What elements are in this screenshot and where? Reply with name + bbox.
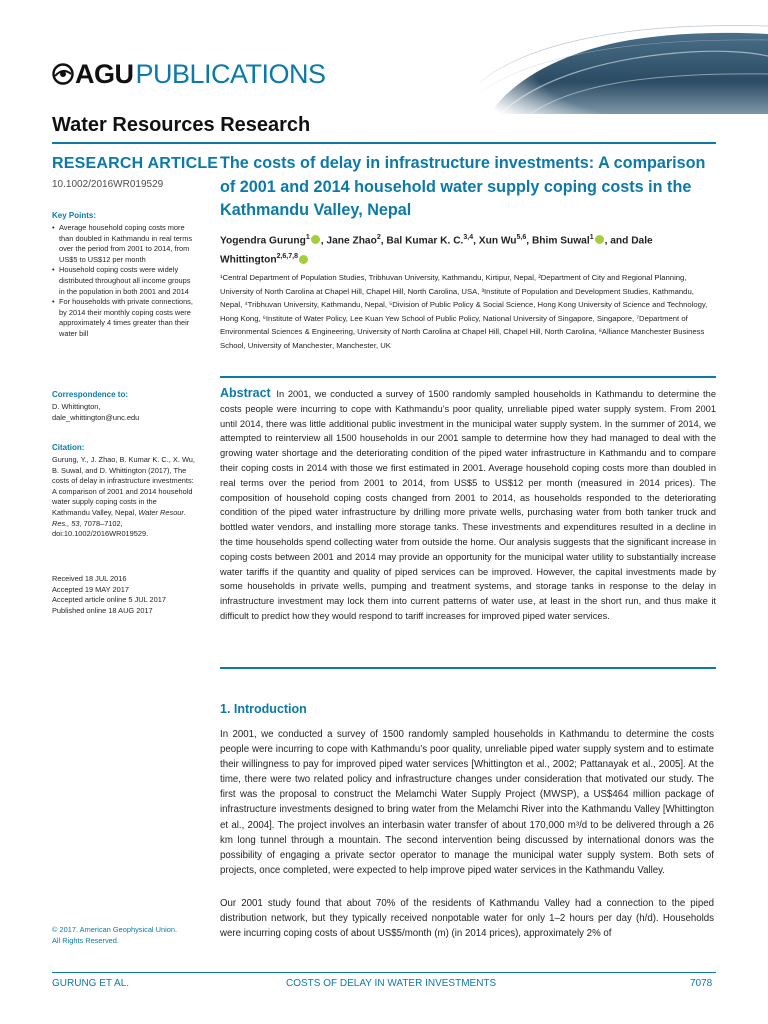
correspondence-label: Correspondence to: (52, 390, 129, 399)
orcid-icon[interactable] (595, 235, 604, 244)
author-affiliation-sup: 1 (305, 234, 310, 241)
correspondence-name: D. Whittington, (52, 402, 101, 411)
key-points-list (52, 223, 195, 340)
author-affiliation-sup: 3,4 (463, 234, 474, 241)
key-point-item: • Average household coping costs more than doubled in Kathmandu in real terms over the period from 2001 to 2014, from US$5 to US$12 per month (52, 223, 195, 265)
author-name: Xun Wu (478, 235, 517, 247)
date-published-online: Published online 18 AUG 2017 (52, 605, 153, 615)
citation-text: Gurung, Y., J. Zhao, B. Kumar K. C., X. Wu, B. Suwal, and D. Whittington (2017), The costs of delay in infrastructure investments: A comparison of 2001 and 2014 household water supply coping costs in the Kathmandu Valley, Nepal, (52, 455, 195, 517)
abstract-text: In 2001, we conducted a survey of 1500 randomly sampled households in Kathmandu to determine the costs people were incurring to cope with Kathmandu’s poor quality, unreliable piped water supply system. From 2001 until 2014, there was little additional public investment in the municipal water supply system. In the summer of 2014, we attempted to reinterview all 1500 households in our 2001 sample to determine how they had managed to deal with the growing water shortage and the deteriorating condition of the piped water infrastructure in Kathmandu and to compare their coping costs in 2014 with those we first estimated in 2001. Average household coping costs more than doubled in real terms over the period from 2001 to 2014, from US$5 to US$12 per month (measured in 2014 prices). The composition of household coping costs changed from 2001 to 2014, as households responded to the deteriorating condition of the piped water infrastructure by drilling more private wells, purchasing water from both tanker truck and bottled water vendors, and installing more storage tanks. These investments and expenditures resulted in a decline in the time households spend collecting water from outside the home. Our analysis suggests that the significant increase in coping costs between 2001 and 2014 may provide an opportunity for the municipal water utility to substantially increase water tariffs if the quantity and quality of piped services can be improved. However, the capital investments made by some households in private wells, pumping and treatment systems, and storage tanks in response to the delay in infrastructure investment may lock them into current patterns of water use, at least in the short run, and thus make it difficult to predict how they would respond to tariff increases for improved piped water services. (220, 389, 716, 621)
header-divider (52, 142, 716, 144)
author-name: Jane Zhao (326, 235, 377, 247)
logo-publications-text: PUBLICATIONS (135, 58, 326, 89)
intro-paragraph: In 2001, we conducted a survey of 1500 randomly sampled households in Kathmandu to determine the costs people were incurring to cope with Kathmandu’s poor quality, unreliable piped water supply system and to estimate their willingness to pay for improved piped water services [Whittington et al., 2002; Pattanayak et al., 2005]. At the time, there were two related policy and infrastructure changes under consideration that motivated our study. The first was the proposal to construct the Melamchi Water Supply Project (MWSP), a US$464 million package of infrastructure investments designed to bring water from the Melamchi River into the Kathmandu Valley [Whittington et al., 2004]. The project involves an interbasin water transfer of about 170,000 m³/d to be delivered through a 26 km long tunnel through a mountain. The second intervention being discussed by international donors was the possibility of engaging a private sector operator to manage the municipal water supply system. Both sets of projects, once completed, were expected to help improve piped water services in the Kathmandu Valley. (220, 729, 714, 876)
author-affiliation-sup: 2,6,7,8 (276, 253, 298, 261)
author-name: Yogendra Gurung (220, 235, 306, 247)
affiliations: ¹Central Department of Population Studies, Tribhuvan University, Kathmandu, Kirtipur, Nepal, ²Department of City and Regional Planning, University of North Carolina at Chapel Hill, Chapel Hill, North Carolina, USA, ³Institute of Population and Development Studies, Kathmandu, Nepal, ⁴Tribhuvan University, Kathmandu, Nepal, ⁵Division of Public Policy & Social Science, Hong Kong University of Science and Technology, Hong Kong, ⁶Institute of Water Policy, Lee Kuan Yew School of Public Policy, National University of Singapore, Singapore, ⁷Department of Environmental Sciences & Engineering, University of North Carolina at Chapel Hill, Chapel Hill, North Carolina, ⁸Alliance Manchester Business School, University of Manchester, Manchester, UK (220, 273, 708, 350)
ocean-wave-image (470, 22, 768, 114)
copyright-line: © 2017. American Geophysical Union. (52, 925, 177, 934)
key-points-label: Key Points: (52, 211, 97, 220)
doi-text[interactable]: 10.1002/2016WR019529 (52, 179, 164, 190)
footer-running-title: COSTS OF DELAY IN WATER INVESTMENTS (286, 978, 497, 989)
author-affiliation-sup: 5,6 (516, 234, 527, 241)
journal-title: Water Resources Research (52, 114, 311, 136)
article-type-label: RESEARCH ARTICLE (52, 155, 219, 172)
agu-globe-icon (52, 63, 74, 85)
journal-header (0, 0, 768, 110)
publication-dates (52, 574, 195, 616)
citation-journal: Water Resour. Res., 53, (52, 507, 186, 528)
author-name: Bhim Suwal (531, 235, 590, 247)
abstract-bottom-divider (220, 667, 716, 669)
intro-paragraph: Our 2001 study found that about 70% of the residents of Kathmandu Valley had a connection to the piped distribution network, but they typically received nonpotable water for only 1–2 hours per day (h/d). Households were incurring coping costs of about US$5/month (m) (in 2014 prices), approximately 2% of (220, 898, 714, 940)
abstract-top-divider (220, 376, 716, 378)
orcid-icon[interactable] (311, 235, 320, 244)
key-point-item: • Household coping costs were widely distributed throughout all income groups in the population in both 2001 and 2014 (52, 265, 195, 297)
date-accepted-online: Accepted article online 5 JUL 2017 (52, 595, 166, 605)
abstract (220, 386, 716, 624)
agu-publications-logo (52, 56, 326, 92)
section-heading: 1. Introduction (220, 702, 307, 716)
author-affiliation-sup: 2 (376, 234, 381, 241)
correspondence-email[interactable]: dale_whittington@unc.edu (52, 412, 140, 422)
correspondence-block (52, 402, 195, 423)
copyright-notice (52, 925, 202, 946)
article-title: The costs of delay in infrastructure investments: A comparison of 2001 and 2014 household water supply coping costs in the Kathmandu Valley, Nepal (220, 154, 706, 219)
date-accepted: Accepted 19 MAY 2017 (52, 584, 129, 594)
citation-block (52, 455, 195, 540)
abstract-label: Abstract (220, 386, 271, 400)
footer-running-authors: GURUNG ET AL. (52, 978, 130, 989)
key-point-item: • For households with private connections, by 2014 their monthly coping costs were approximately 4 times greater than their water bill (52, 297, 195, 339)
citation-pages: 7078–7102, doi:10.1002/2016WR019529. (52, 518, 149, 539)
author-list: Yogendra Gurung$^1$ , Jane Zhao$^2$, Bal Kumar K. C.$^{3,4}$, Xun Wu$^{5,6}$, Bhim Suwal$^1$ , and Dale Whittington$^{2,6,7,8}$ (220, 234, 653, 266)
footer-divider (52, 972, 716, 973)
citation-label: Citation: (52, 443, 85, 452)
logo-agu-text: AGU (75, 58, 134, 89)
orcid-icon[interactable] (299, 255, 308, 264)
author-name: Dale Whittington (220, 235, 653, 266)
author-name: Bal Kumar K. C. (386, 235, 464, 247)
author-affiliation-sup: 1 (589, 234, 594, 241)
copyright-line: All Rights Reserved. (52, 935, 119, 945)
page-number: 7078 (690, 978, 713, 989)
date-received: Received 18 JUL 2016 (52, 574, 127, 583)
